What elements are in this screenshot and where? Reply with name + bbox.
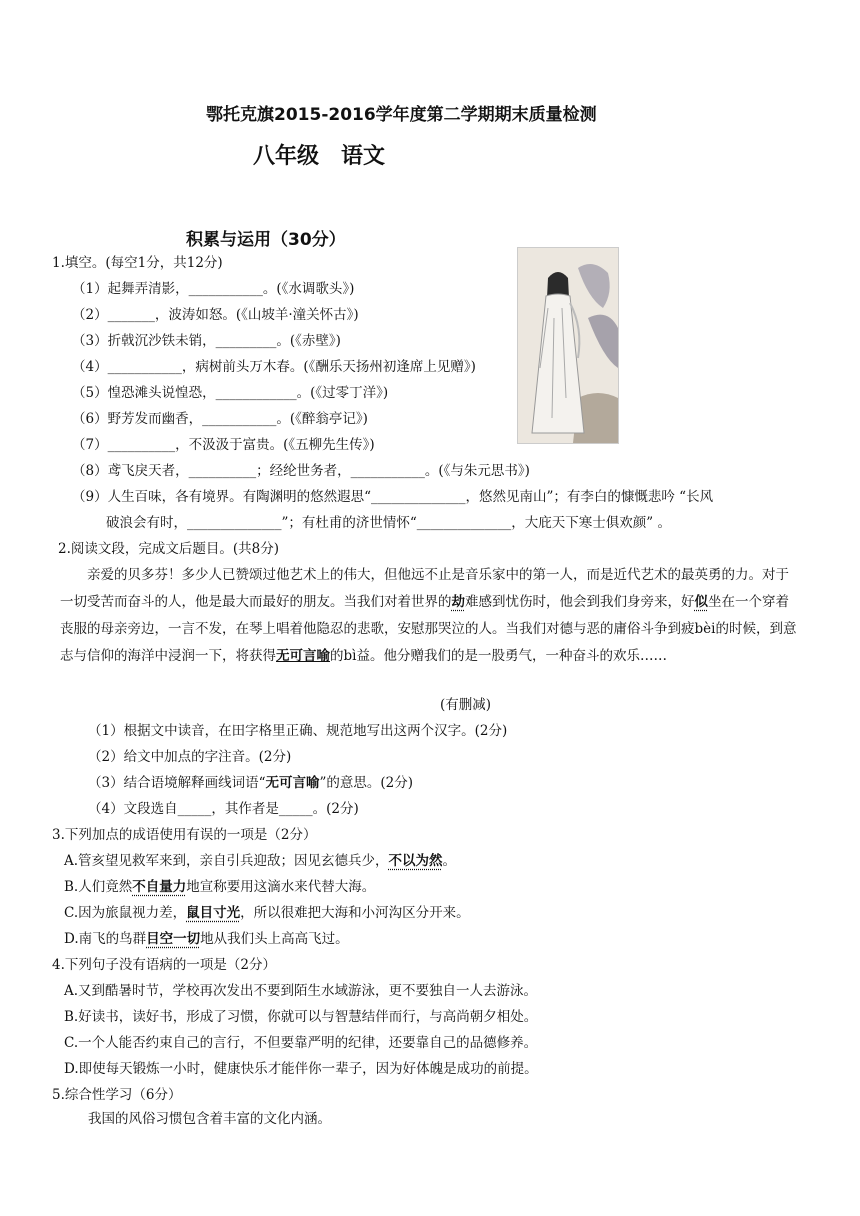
q3-option-b [64,878,375,896]
option-text: D.南飞的鸟群 [64,931,147,947]
poet-illustration [517,247,619,444]
q1-item: （7）__________，不汲汲于富贵。(《五柳先生传》) [72,437,375,453]
q5-intro: 我国的风俗习惯包含着丰富的文化内涵。 [88,1111,331,1127]
q1-stem: 1.填空。(每空1分，共12分) [52,255,223,271]
idiom: 不以为然 [388,853,443,869]
option-text: 地宣称要用这滴水来代替大海。 [186,879,376,895]
q5-stem: 5.综合性学习（6分） [52,1087,182,1103]
sub-keyword: 无可言喻 [265,775,320,791]
q2-sub: （4）文段选自_____，其作者是_____。(2分) [88,801,359,817]
dotted-char: 似 [694,594,708,610]
q1-item: （1）起舞弄清影，___________。(《水调歌头》) [72,281,355,297]
q3-option-d [64,930,349,948]
q4-option: D.即使每天锻炼一小时，健康快乐才能伴你一辈子，因为好体魄是成功的前提。 [64,1061,538,1077]
q1-item: （6）野芳发而幽香，___________。(《醉翁亭记》) [72,411,368,427]
q2-sub: （2）给文中加点的字注音。(2分) [88,749,292,765]
option-text: 地从我们头上高高飞过。 [200,931,349,947]
q2-stem: 2.阅读文段，完成文后题目。(共8分) [58,541,280,557]
passage-text: 亲爱的贝多芬！多少人已赞颂过他艺术上的伟大，但他远不止是音乐家中的第一人，而是近代艺术的最英勇的力。对于一切受苦而奋斗的人，他是最大而最好的朋友。当我们对着世界的 [60,567,789,610]
passage-text: 难感到忧伤时，他会到我们身旁来，好 [465,594,695,610]
q4-stem: 4.下列句子没有语病的一项是（2分） [52,957,276,973]
q2-passage [60,562,800,670]
q1-item: 破浪会有时，______________”；有杜甫的济世情怀“______________，大庇天下寒士俱欢颜” 。 [106,515,671,531]
grade-subject: 八年级 语文 [253,144,386,169]
poet-figure-icon [518,248,618,443]
q1-item: （9）人生百味，各有境界。有陶渊明的悠然遐思“______________，悠然见南山”；有李白的慷慨悲吟 “长风 [72,489,714,505]
idiom: 不自量力 [132,879,187,895]
q3-stem: 3.下列加点的成语使用有误的一项是（2分） [52,827,317,843]
q4-option: C.一个人能否约束自己的言行，不但要靠严明的纪律，还要靠自己的品德修养。 [64,1035,538,1051]
q2-sub-3 [88,774,413,792]
option-text: 。 [442,853,457,869]
q1-item: （3）折戟沉沙铁未销，_________。(《赤壁》) [72,333,341,349]
q1-item: （5）惶恐滩头说惶恐，____________。(《过零丁洋》) [72,385,389,401]
q2-sub: （1）根据文中读音，在田字格里正确、规范地写出这两个汉字。(2分) [88,723,508,739]
q4-option: B.好读书，读好书，形成了习惯，你就可以与智慧结伴而行，与高尚朝夕相处。 [64,1009,538,1025]
sub-text: ”的意思。(2分) [319,775,414,791]
option-text: B.人们竟然 [64,879,133,895]
passage-text: 的bì益。他分赠我们的是一股勇气，一种奋斗的欢乐…… [330,648,667,664]
passage-note: (有删减) [440,697,492,713]
q3-option-c [64,904,470,922]
underlined-phrase: 无可言喻 [276,648,330,664]
q1-item: （8）鸢飞戾天者，__________；经纶世务者，___________。(《与朱元思书》) [72,463,530,479]
passage-text: 坐在一个穿着丧服的母亲旁边，一言不发，在琴上唱着他隐忍的悲歌，安慰那哭泣的人。当我们对德与恶的庸俗斗争到疲bèi的时候，到意志与信仰的海洋中浸润一下，将获得 [60,594,797,664]
q1-item: （2）_______，波涛如怒。(《山坡羊·潼关怀古》) [72,307,359,323]
option-text: A.管亥望见救军来到，亲自引兵迎敌；因见玄德兵少， [64,853,389,869]
sub-text: （3）结合语境解释画线词语“ [88,775,266,791]
idiom: 鼠目寸光 [186,905,241,921]
exam-title: 鄂托克旗2015-2016学年度第二学期期末质量检测 [206,105,597,125]
q3-option-a [64,852,456,870]
q4-option: A.又到酷暑时节，学校再次发出不要到陌生水域游泳，更不要独自一人去游泳。 [64,983,538,999]
option-text: C.因为旅鼠视力差， [64,905,187,921]
section-title: 积累与运用（30分） [186,230,346,250]
option-text: ，所以很难把大海和小河沟区分开来。 [240,905,470,921]
dotted-char: 劫 [451,594,465,610]
idiom: 目空一切 [146,931,201,947]
q1-item: （4）___________，病树前头万木春。(《酬乐天扬州初逢席上见赠》) [72,359,476,375]
